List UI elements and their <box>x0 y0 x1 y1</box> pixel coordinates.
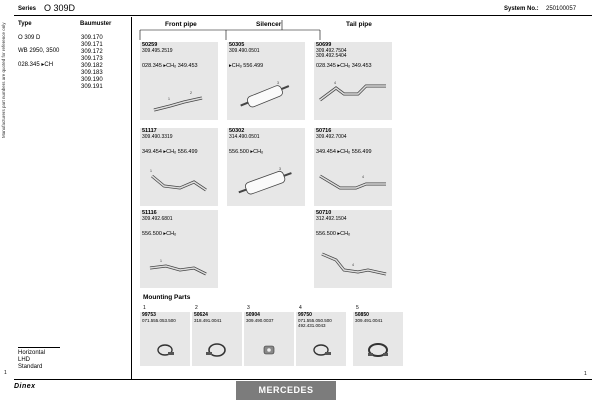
part-option: 349.454 ▸CHₒ 556.499 <box>316 149 372 155</box>
oe-number: 309.490.0501 <box>229 47 260 54</box>
mount-cell[interactable] <box>140 312 190 366</box>
series-label: Series <box>18 6 37 12</box>
part-option: ▸CHₒ 556.499 <box>229 63 264 69</box>
oe-number: 314.490.0501 <box>229 133 260 140</box>
baumuster-item: 309.182 <box>81 63 103 69</box>
mount-index: 1 <box>143 305 146 311</box>
tail-pipe-drawing <box>314 240 392 286</box>
part-option: 556.500 ▸CHₒ <box>316 231 351 237</box>
footer-divider <box>14 379 592 380</box>
mount-oe-number: 071.555.050.500 492.431.0043 <box>298 318 332 328</box>
silencer-header: Silencer <box>256 21 282 28</box>
part-number: 50699 <box>316 42 332 48</box>
baumuster-item: 309.190 <box>81 77 103 83</box>
svg-text:1: 1 <box>160 259 162 263</box>
mount-oe-number: 309.491.0041 <box>355 318 383 323</box>
oe-number: 312.492.1504 <box>316 215 347 222</box>
oe-number: 309.495.2519 <box>142 47 173 54</box>
position-drive: LHD <box>18 357 31 363</box>
part-number: 50259 <box>142 42 158 48</box>
mount-index: 3 <box>247 305 250 311</box>
dinex-logo: Dinex <box>14 383 36 390</box>
silencer-drawing <box>227 158 305 204</box>
page-number-left: 1 <box>4 370 7 376</box>
mount-part-number: 99750 <box>298 312 312 318</box>
oe-number: 309.492.6801 <box>142 215 173 222</box>
baumuster-item: 309.183 <box>81 70 103 76</box>
part-option: 556.500 ▸CHₒ <box>229 149 264 155</box>
system-value: 250100057 <box>546 6 577 12</box>
part-option: 556.500 ▸CHₒ <box>142 231 177 237</box>
svg-text:4: 4 <box>334 81 336 85</box>
mount-part-number: 99753 <box>142 312 156 318</box>
front-pipe-header: Front pipe <box>165 21 197 28</box>
clamp-drawing <box>202 340 232 360</box>
part-cell-tail-pipe[interactable] <box>314 210 392 288</box>
type-variant: WB 2950, 3500 <box>18 48 60 54</box>
position-variant: Standard <box>18 364 43 370</box>
part-cell-silencer[interactable] <box>227 128 305 206</box>
clamp-drawing <box>363 340 393 360</box>
svg-text:2: 2 <box>190 91 192 95</box>
mount-cell[interactable] <box>244 312 294 366</box>
svg-text:4: 4 <box>362 175 364 179</box>
part-number: 51117 <box>142 128 157 134</box>
mount-part-number: 50624 <box>194 312 208 318</box>
baumuster-header: Baumuster <box>80 21 112 27</box>
mounting-parts-header: Mounting Parts <box>143 294 191 301</box>
oe-number: 309.490.3319 <box>142 133 173 140</box>
type-option: 028.345 ▸CH <box>18 62 54 68</box>
mount-oe-number: 309.490.0037 <box>246 318 274 323</box>
oe-number: 309.492.7004 <box>316 133 347 140</box>
part-number: 50305 <box>229 42 245 48</box>
part-number: 50302 <box>229 128 245 134</box>
mount-oe-number: 071.555.053.500 <box>142 318 176 323</box>
tail-pipe-drawing <box>314 72 392 118</box>
rubber-mount-drawing <box>254 340 284 360</box>
part-cell-tail-pipe[interactable] <box>314 128 392 206</box>
mount-part-number: 50850 <box>355 312 369 318</box>
part-cell-silencer[interactable] <box>227 42 305 120</box>
baumuster-item: 309.171 <box>81 42 103 48</box>
side-note: Manufacturers part numbers are quoted for reference only <box>1 22 6 138</box>
part-option: 349.454 ▸CHₒ 556.499 <box>142 149 198 155</box>
tail-pipe-drawing <box>314 158 392 204</box>
mount-cell[interactable] <box>296 312 346 366</box>
svg-text:4: 4 <box>352 263 354 267</box>
baumuster-item: 309.173 <box>81 56 103 62</box>
mount-cell[interactable] <box>192 312 242 366</box>
svg-text:3: 3 <box>279 167 281 171</box>
mount-oe-number: 318.491.0041 <box>194 318 222 323</box>
brand-banner: MERCEDES <box>236 381 336 400</box>
part-option: 028.345 ▸CHₒ 349.453 <box>142 63 198 69</box>
part-number: 50716 <box>316 128 332 134</box>
clamp-drawing <box>306 340 336 360</box>
mount-index: 5 <box>356 305 359 311</box>
clamp-drawing <box>150 340 180 360</box>
part-number: 50710 <box>316 210 332 216</box>
front-pipe-drawing <box>140 72 218 118</box>
tail-pipe-header: Tail pipe <box>346 21 372 28</box>
baumuster-item: 309.172 <box>81 49 103 55</box>
part-number: 51116 <box>142 210 157 216</box>
svg-text:1: 1 <box>168 97 170 101</box>
type-model: O 309 D <box>18 35 41 41</box>
page-number-right: 1 <box>584 371 587 377</box>
svg-text:1: 1 <box>150 169 152 173</box>
type-header: Type <box>18 21 32 27</box>
part-cell-tail-pipe[interactable] <box>314 42 392 120</box>
part-cell-front-pipe[interactable] <box>140 42 218 120</box>
oe-number: 309.492.7504 309.492.5404 <box>316 47 347 59</box>
part-cell-front-pipe[interactable] <box>140 210 218 288</box>
baumuster-item: 309.170 <box>81 35 103 41</box>
svg-text:3: 3 <box>277 81 279 85</box>
mount-index: 2 <box>195 305 198 311</box>
part-option: 028.345 ▸CHₒ 349.453 <box>316 63 372 69</box>
mount-index: 4 <box>299 305 302 311</box>
position-orientation: Horizontal <box>18 350 46 356</box>
mount-cell[interactable] <box>353 312 403 366</box>
front-pipe-drawing <box>140 158 218 204</box>
part-cell-front-pipe[interactable] <box>140 128 218 206</box>
series-value: O 309D <box>44 3 76 13</box>
baumuster-item: 309.191 <box>81 84 103 90</box>
system-label: System No.: <box>504 6 539 12</box>
silencer-drawing <box>227 72 305 118</box>
front-pipe-drawing <box>140 240 218 286</box>
mount-part-number: 50904 <box>246 312 260 318</box>
